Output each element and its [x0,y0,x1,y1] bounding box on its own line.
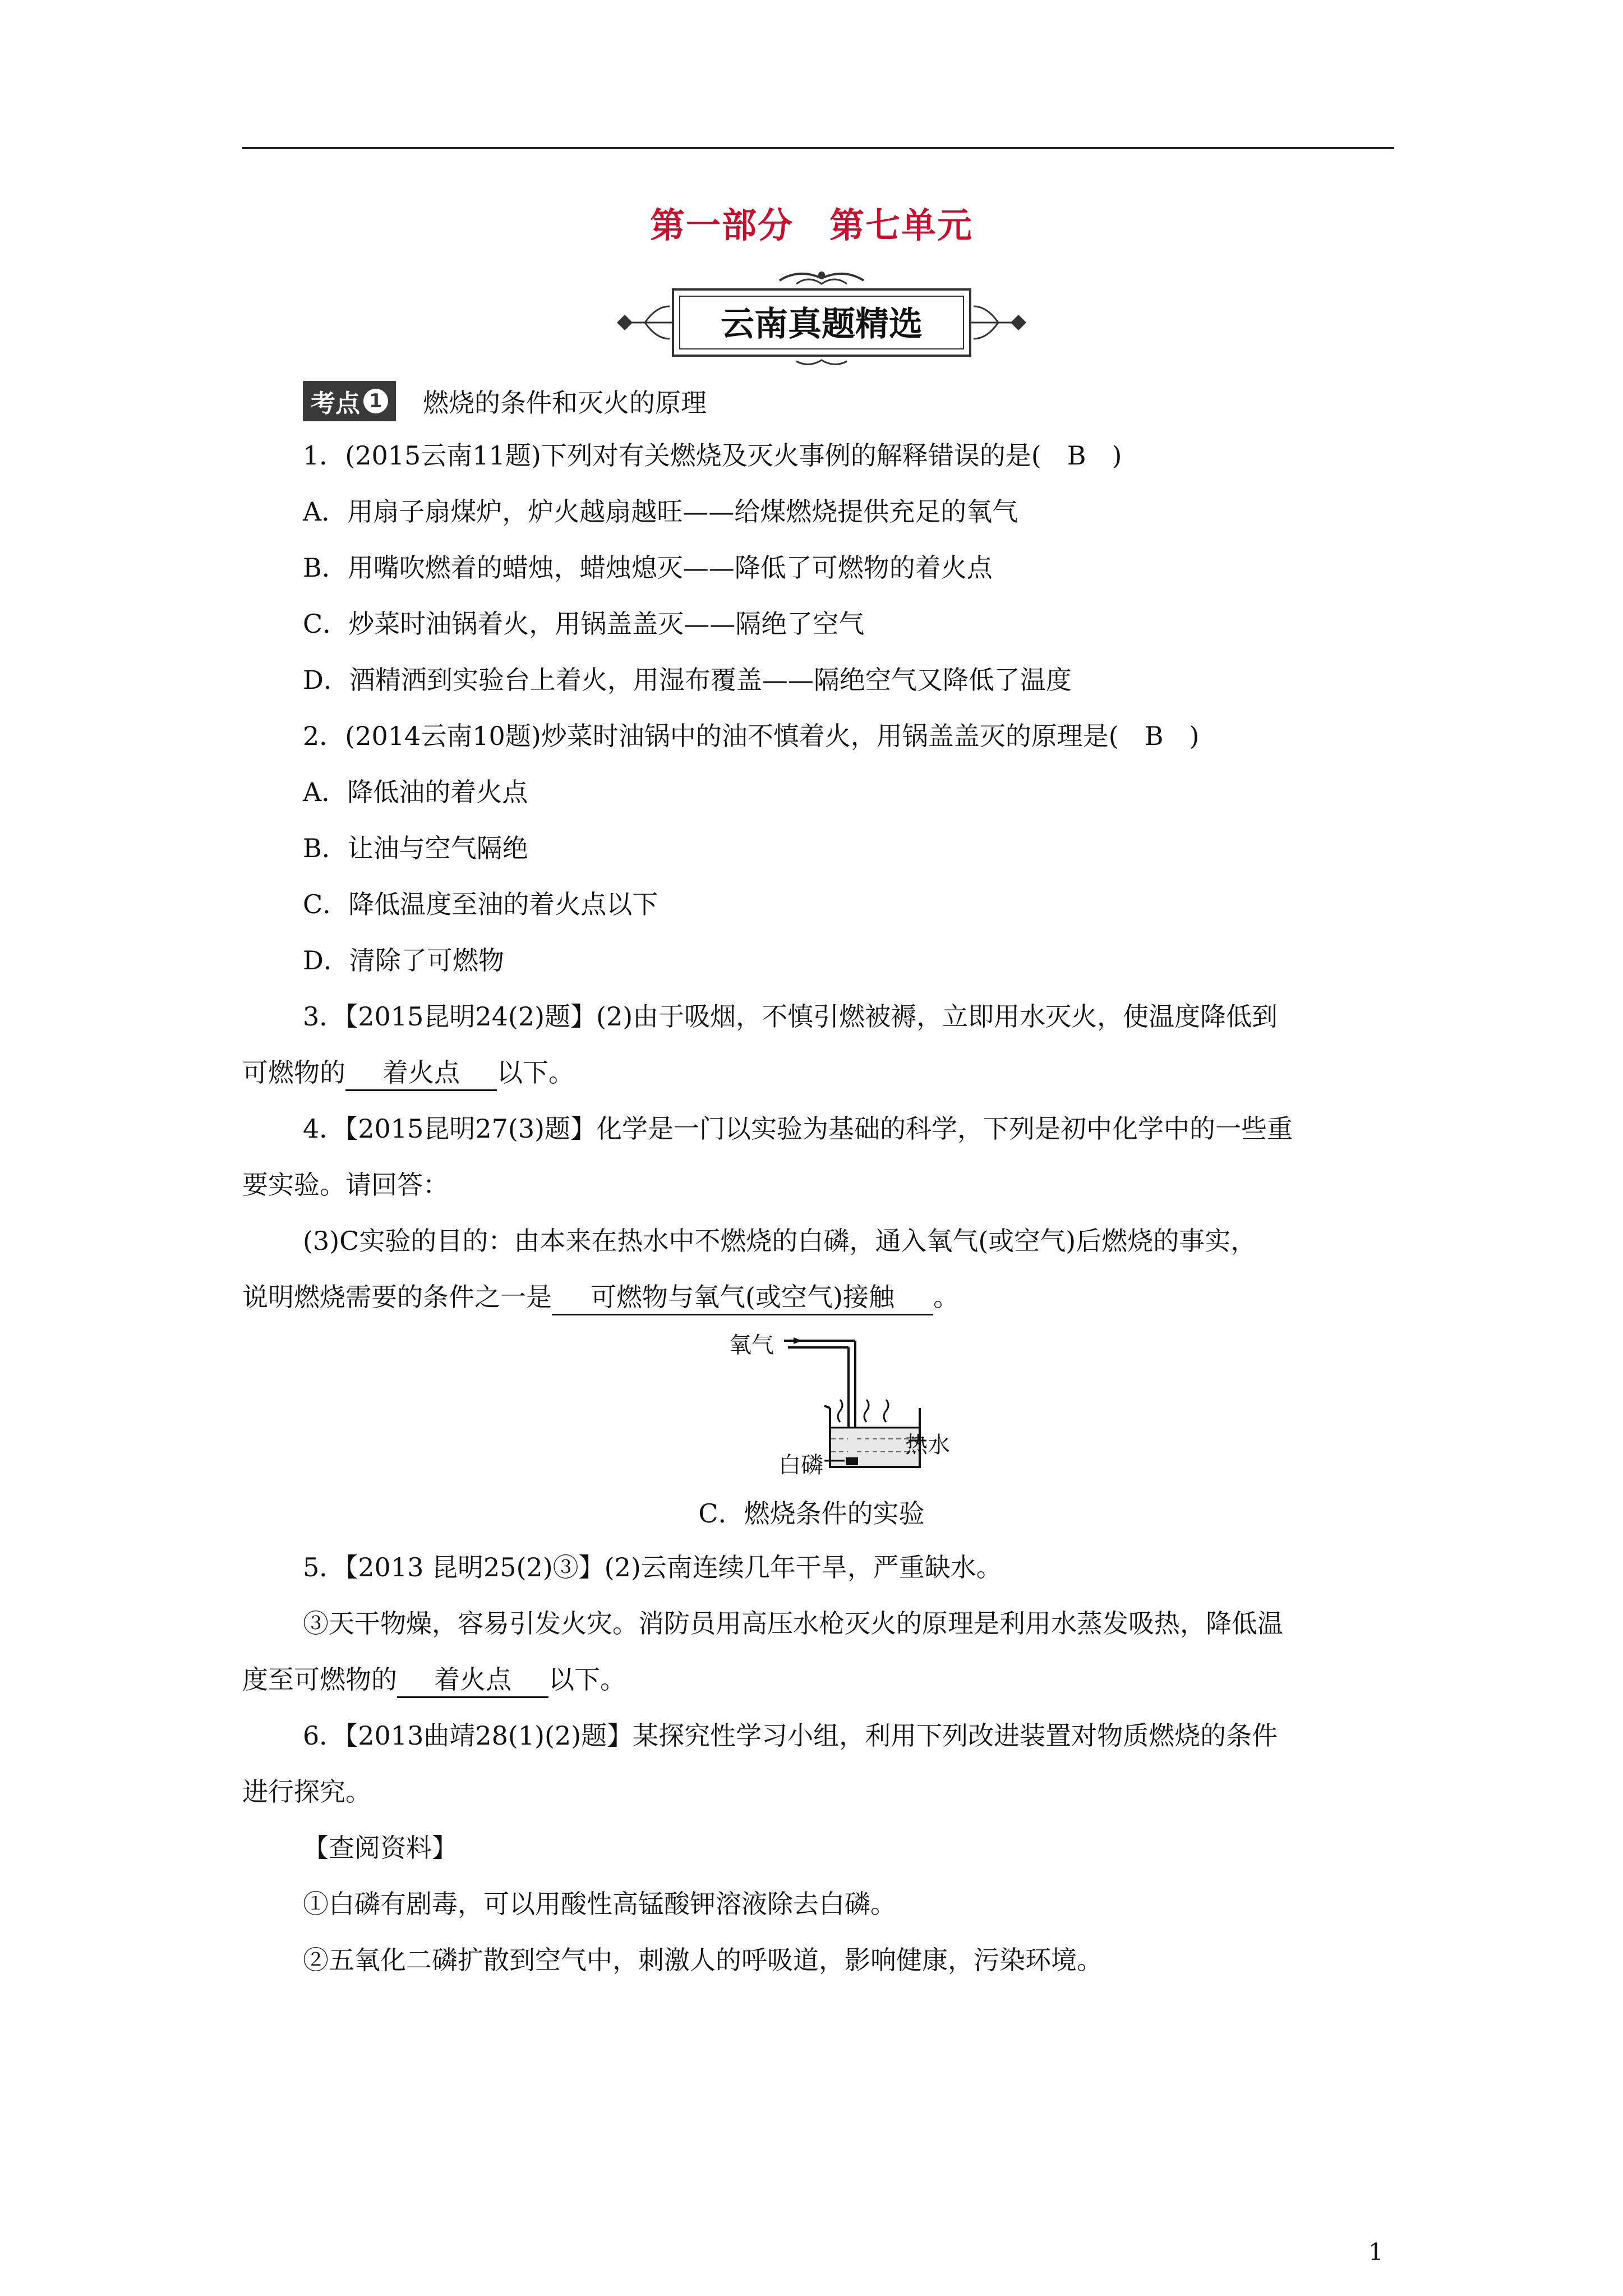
q2-option-b: B．让油与空气隔绝 [303,833,528,863]
q3-line2 [242,1056,574,1091]
q5-line3 [242,1663,626,1698]
q1-option-d: D．酒精洒到实验台上着火，用湿布覆盖——隔绝空气又降低了温度 [303,665,1072,695]
q5-line3-pre: 度至可燃物的 [242,1664,397,1695]
q4-line4-post: 。 [933,1282,959,1312]
q1-option-b: B．用嘴吹燃着的蜡烛，蜡烛熄灭——降低了可燃物的着火点 [303,553,993,583]
q3-answer: 着火点 [345,1056,497,1091]
q6-line2: 进行探究。 [242,1777,371,1807]
kaodian-tag [303,381,396,421]
q6-item2: ②五氧化二磷扩散到空气中，刺激人的呼吸道，影响健康，污染环境。 [303,1945,1103,1975]
q5-line3-post: 以下。 [548,1664,626,1695]
header-rule [242,147,1394,149]
q4-line4 [242,1280,959,1315]
figure-caption: C．燃烧条件的实验 [698,1498,925,1529]
q2-option-a: A．降低油的着火点 [303,777,528,807]
q5-line1: 5．【2013 昆明25(2)③】(2)云南连续几年干旱，严重缺水。 [303,1552,1002,1582]
q4-line1: 4．【2015昆明27(3)题】化学是一门以实验为基础的科学，下列是初中化学中的一些重 [303,1114,1293,1144]
q6-item1: ①白磷有剧毒，可以用酸性高锰酸钾溶液除去白磷。 [303,1889,896,1919]
unit-title: 第一部分 第七单元 [649,205,973,246]
q2-stem: 2．(2014云南10题)炒菜时油锅中的油不慎着火，用锅盖盖灭的原理是( B ) [303,721,1200,751]
q1-option-a: A．用扇子扇煤炉，炉火越扇越旺——给煤燃烧提供充足的氧气 [303,496,1018,527]
q5-answer: 着火点 [397,1663,548,1698]
kaodian-heading [303,381,707,421]
label-white-phosphorus: 白磷 [778,1452,823,1478]
q4-line4-pre: 说明燃烧需要的条件之一是 [242,1282,552,1312]
q4-line3: (3)C实验的目的：由本来在热水中不燃烧的白磷，通入氧气(或空气)后燃烧的事实， [303,1226,1257,1256]
experiment-figure [718,1324,953,1478]
q1-option-c: C．炒菜时油锅着火，用锅盖盖灭——隔绝了空气 [303,609,865,639]
q2-option-d: D．清除了可燃物 [303,945,504,976]
q4-line2: 要实验。请回答： [242,1170,449,1200]
q6-section-title: 【查阅资料】 [303,1833,458,1863]
q3-line2-pre: 可燃物的 [242,1057,345,1088]
q3-line2-post: 以下。 [497,1057,574,1088]
section-banner [611,267,1032,368]
kaodian-title: 燃烧的条件和灭火的原理 [423,388,707,418]
q4-answer: 可燃物与氧气(或空气)接触 [552,1280,933,1315]
q6-line1: 6．【2013曲靖28(1)(2)题】某探究性学习小组，利用下列改进装置对物质燃烧的条件 [303,1720,1278,1751]
banner-title: 云南真题精选 [721,305,923,344]
q1-stem: 1．(2015云南11题)下列对有关燃烧及灭火事例的解释错误的是( B ) [303,440,1122,471]
label-hot-water: 热水 [905,1432,950,1458]
label-oxygen: 氧气 [729,1332,774,1358]
kaodian-number-badge: 1 [363,389,388,413]
q3-line1: 3．【2015昆明24(2)题】(2)由于吸烟，不慎引燃被褥，立即用水灭火，使温度降低到 [303,1001,1278,1032]
q5-line2: ③天干物燥，容易引发火灾。消防员用高压水枪灭火的原理是利用水蒸发吸热，降低温 [303,1608,1283,1639]
kaodian-tag-text: 考点 [311,389,360,418]
q2-option-c: C．降低温度至油的着火点以下 [303,889,658,919]
page-number: 1 [1368,2238,1384,2266]
